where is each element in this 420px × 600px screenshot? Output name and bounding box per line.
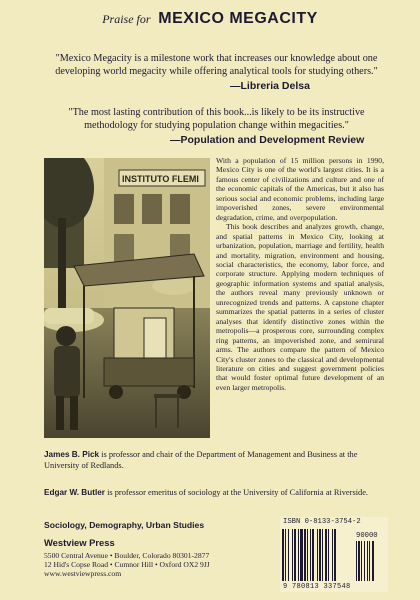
barcode-bar <box>328 529 329 581</box>
author-bio-text-2: is professor emeritus of sociology at the University of California at Riverside. <box>104 488 369 497</box>
book-description <box>216 156 384 392</box>
barcode-bar <box>300 529 303 581</box>
barcode-bar <box>310 529 311 581</box>
quote-1-attribution: —Libreria Delsa <box>230 80 310 92</box>
price-code: 90000 <box>356 532 378 540</box>
price-barcode-bar <box>367 541 368 581</box>
quote-2 <box>44 106 389 132</box>
quote-2-attribution: —Population and Development Review <box>170 134 365 146</box>
publisher-address-1: 5500 Central Avenue • Boulder, Colorado 80301-2877 <box>44 551 210 560</box>
barcode-bar <box>298 529 299 581</box>
quote-1-line-2: developing world megacity while offering analytical tools for studying others." <box>55 66 378 77</box>
author-name-1: James B. Pick <box>44 450 100 459</box>
author-name-2: Edgar W. Butler <box>44 488 105 497</box>
barcode-bar <box>285 529 286 581</box>
book-title: MEXICO MEGACITY <box>158 10 318 27</box>
barcode-bar <box>312 529 314 581</box>
header <box>0 10 420 28</box>
barcode-bar <box>334 529 336 581</box>
quote-1-line-1: "Mexico Megacity is a milestone work that increases our knowledge about one <box>55 53 378 64</box>
barcode-bar <box>319 529 321 581</box>
barcode-bar <box>304 529 306 581</box>
description-paragraph-2: This book describes and analyzes growth, change, and spatial patterns in Mexico City, looking at urbanization, population, marriage and fertility, health and mortality, migration, environment and housing, social characteristics, the economy, labor force, and corporate structure. Applying modern techniques of geographic information systems and spatial analysis, the authors reveal many previously unknown or unrecognized trends and patterns. A capstone chapter summarizes the spatial patterns in a series of cluster analyses that identify distinctive zones within the metropolis—a prosperous core, surrounding complex ring patterns, an impoverished zone, and semirural arms. The authors compare the pattern of Mexico City's cluster zones to the classical and developmental literature on cities and suggest government policies that would foster optimal future development of an even larger metropolis. <box>216 222 384 392</box>
author-bio-2 <box>44 487 384 498</box>
barcode-area <box>280 517 388 592</box>
price-barcode-bar <box>358 541 360 581</box>
street-photo-image <box>44 158 210 438</box>
barcode-bar <box>288 529 289 581</box>
quote-1 <box>44 52 389 78</box>
barcode-bar <box>332 529 333 581</box>
barcode-bar <box>322 529 323 581</box>
barcode-bar <box>317 529 318 581</box>
barcode-image <box>280 517 388 592</box>
street-photo <box>44 158 210 438</box>
barcode-bar <box>325 529 327 581</box>
barcode-bar <box>307 529 308 581</box>
isbn-number: ISBN 0-8133-3754-2 <box>283 518 361 526</box>
barcode-bar <box>294 529 296 581</box>
price-barcode-bar <box>356 541 357 581</box>
publisher-address-2: 12 Hid's Copse Road • Cumnor Hill • Oxford OX2 9JJ <box>44 560 210 569</box>
description-paragraph-1: With a population of 15 million persons in 1990, Mexico City is one of the world's largest cities. It is a famous center of civilizations and culture and one of the economic capitals of the Americas, but it also has serious social and economic problems, including large impoverished zones, severe environmental degradation, crime, and overpopulation. <box>216 156 384 222</box>
publisher-name: Westview Press <box>44 537 115 548</box>
author-bio-text-1: is professor and chair of the Department of Management and Business at the University of Redlands. <box>44 450 358 470</box>
author-bio-1 <box>44 449 384 471</box>
publisher-website: www.westviewpress.com <box>44 569 122 578</box>
barcode-bar <box>282 529 284 581</box>
price-barcode-bar <box>361 541 362 581</box>
price-barcode-bar <box>369 541 370 581</box>
barcode-bar <box>292 529 293 581</box>
praise-label: Praise for <box>102 12 151 26</box>
barcode-number: 9 780813 337548 <box>283 583 351 591</box>
building-sign-text: INSTITUTO FLEMI <box>122 174 199 184</box>
quote-2-line-2: methodology for studying population change within megacities." <box>84 120 349 131</box>
subject-categories: Sociology, Demography, Urban Studies <box>44 520 205 530</box>
quote-2-line-1: "The most lasting contribution of this book...is likely to be its instructive <box>68 107 365 118</box>
price-barcode-bar <box>364 541 365 581</box>
price-barcode-bar <box>372 541 374 581</box>
